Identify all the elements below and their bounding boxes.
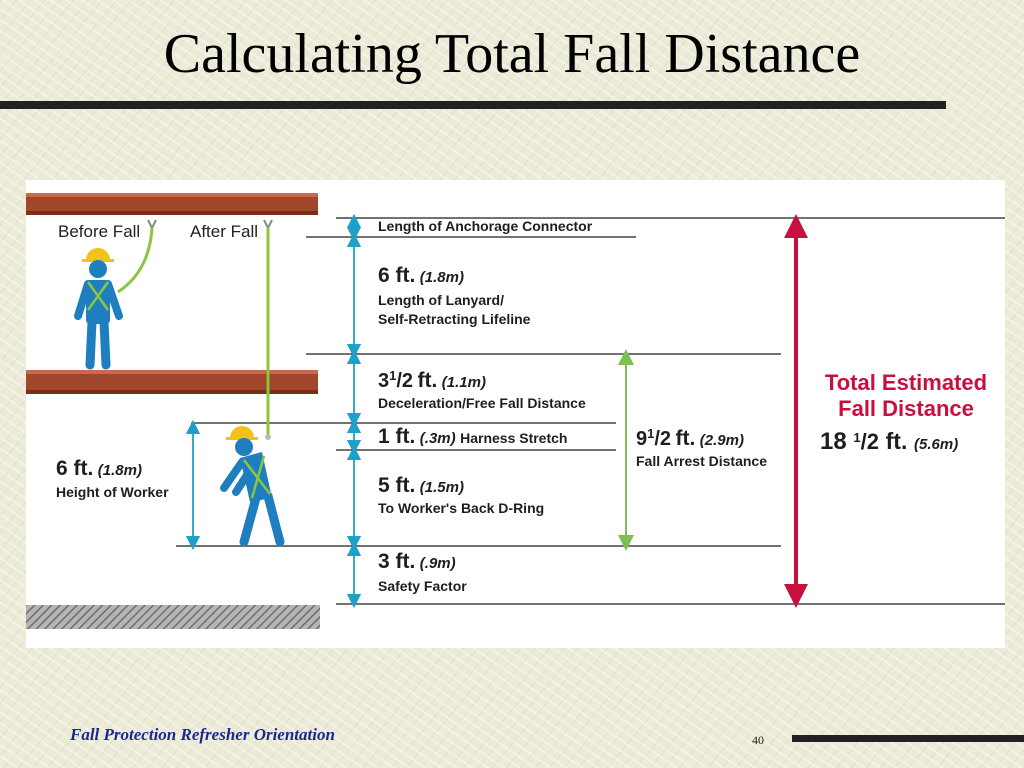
footer-rule — [792, 735, 1024, 742]
harness-value: 1 ft. — [378, 425, 416, 448]
safety-value: 3 ft. — [378, 550, 416, 573]
before-fall-label: Before Fall — [58, 222, 141, 241]
worker-height-desc: Height of Worker — [56, 484, 169, 500]
total-estimated-heading — [806, 370, 1006, 422]
worker-height-metric: (1.8m) — [97, 462, 142, 479]
lanyard-desc-line2: Self-Retracting Lifeline — [378, 311, 531, 327]
worker-height-value: 6 ft. — [56, 457, 94, 480]
page-number: 40 — [752, 733, 764, 747]
fall-distance-diagram — [26, 180, 1005, 648]
lanyard-length-label — [378, 264, 464, 288]
fall-arrest-unit: ft. — [675, 427, 696, 450]
footer-title: Fall Protection Refresher Orientation — [70, 725, 335, 744]
deceleration-desc: Deceleration/Free Fall Distance — [378, 395, 586, 411]
fall-arrest-desc: Fall Arrest Distance — [636, 453, 767, 469]
before-fall-anchor — [148, 220, 156, 228]
after-fall-anchor — [264, 220, 272, 228]
deceleration-metric: (1.1m) — [441, 374, 486, 391]
lanyard-value: 6 ft. — [378, 264, 416, 287]
total-frac-num: 1 — [853, 430, 861, 445]
slide-title: Calculating Total Fall Distance — [163, 23, 861, 85]
ground — [26, 605, 320, 629]
fall-arrest-whole: 9 — [636, 428, 648, 450]
total-metric: (5.6m) — [914, 436, 959, 453]
fall-arrest-metric: (2.9m) — [699, 432, 744, 449]
deceleration-unit: ft. — [417, 369, 438, 392]
lanyard-desc-line1: Length of Lanyard/ — [378, 292, 504, 308]
fall-arrest-frac-den: /2 — [654, 428, 672, 450]
total-whole: 18 — [820, 428, 847, 455]
total-heading-line1: Total Estimated — [824, 370, 988, 395]
anchorage-connector-label: Length of Anchorage Connector — [378, 218, 593, 234]
worker-before-fall — [78, 248, 119, 365]
total-heading-line2: Fall Distance — [838, 396, 974, 421]
worker-after-fall — [224, 426, 280, 542]
total-distance-value — [820, 428, 958, 456]
dring-metric: (1.5m) — [419, 479, 464, 496]
harness-metric: (.3m) — [419, 430, 456, 447]
deceleration-frac-num: 1 — [389, 368, 397, 383]
dring-label — [378, 474, 464, 498]
harness-desc: Harness Stretch — [460, 430, 568, 446]
lanyard-metric: (1.8m) — [419, 269, 464, 286]
deceleration-label — [378, 368, 486, 393]
fall-arrest-frac-num: 1 — [647, 426, 655, 441]
total-frac-den: /2 — [860, 429, 879, 454]
deceleration-whole: 3 — [378, 370, 390, 392]
deceleration-frac-den: /2 — [396, 370, 414, 392]
worker-height-label — [56, 457, 142, 481]
fall-arrest-label — [636, 426, 744, 451]
safety-metric: (.9m) — [419, 555, 456, 572]
harness-stretch-label — [378, 425, 567, 449]
safety-desc: Safety Factor — [378, 578, 467, 594]
title-rule — [0, 101, 946, 109]
total-unit: ft. — [885, 428, 908, 454]
safety-factor-label — [378, 550, 456, 574]
after-fall-label: After Fall — [190, 222, 259, 241]
dring-value: 5 ft. — [378, 474, 416, 497]
dring-desc: To Worker's Back D-Ring — [378, 500, 545, 516]
